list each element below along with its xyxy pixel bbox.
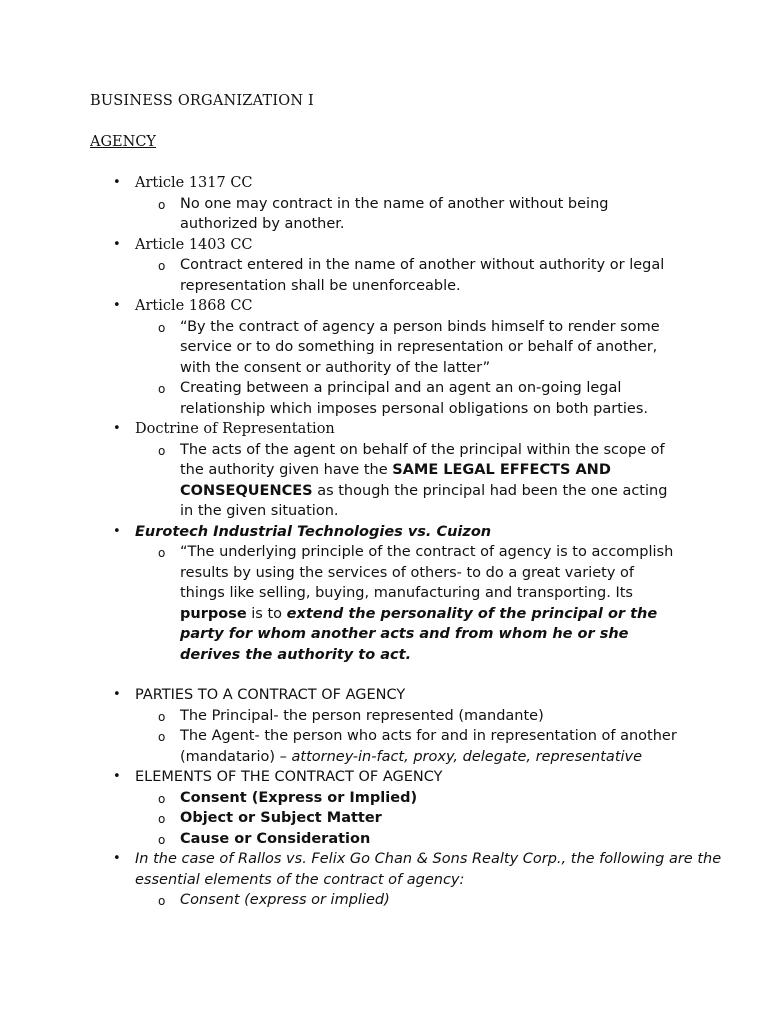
sub-list-item	[0, 255, 768, 296]
sub-bullet-icon: o	[158, 382, 166, 396]
outline-list	[0, 173, 768, 911]
sub-bullet-icon: o	[158, 546, 166, 560]
sub-bullet-icon: o	[158, 443, 166, 458]
sub-bullet-icon: o	[158, 320, 166, 335]
bullet-icon: •	[113, 851, 121, 866]
sub-list-item-text: Object or Subject Matter	[180, 810, 382, 826]
list-item-label: Article 1317 CC	[135, 175, 253, 191]
sub-bullet-icon: o	[158, 812, 166, 826]
list-item	[0, 173, 768, 194]
bullet-icon: •	[113, 298, 121, 313]
sub-bullet-icon: o	[158, 197, 166, 212]
list-item	[0, 522, 768, 543]
sub-list-item	[0, 194, 768, 235]
sub-list-item	[0, 890, 768, 911]
spacer	[0, 665, 768, 685]
sub-bullet-icon: o	[158, 832, 166, 847]
list-item-label: Article 1868 CC	[135, 298, 253, 314]
sub-list-item-text: Contract entered in the name of another without authority or legal representation shall be unenforceable.	[180, 257, 665, 294]
sub-list-item-text: Consent (express or implied)	[180, 892, 390, 908]
bullet-icon: •	[113, 421, 121, 436]
document-title: BUSINESS ORGANIZATION I	[90, 93, 314, 109]
list-item-label: ELEMENTS OF THE CONTRACT OF AGENCY	[135, 769, 443, 785]
sub-list-item	[0, 542, 768, 665]
sub-list-item	[0, 440, 768, 522]
list-item	[0, 419, 768, 440]
sub-list-item	[0, 317, 768, 379]
sub-list-item-text: Creating between a principal and an agent an on-going legal relationship which imposes personal obligations on both parties.	[180, 380, 649, 417]
sub-list-item	[0, 726, 768, 767]
list-item-label: In the case of Rallos vs. Felix Go Chan & Sons Realty Corp., the following are the essential elements of the contract of agency:	[135, 851, 722, 888]
sub-bullet-icon: o	[158, 791, 166, 806]
sub-text-emphasis: extend the personality of the principal or the party for whom another acts and from whom he or she derives the authority to act.	[180, 605, 658, 663]
sub-text-emphasis: SAME LEGAL EFFECTS AND CONSEQUENCES	[180, 462, 611, 499]
list-item-label: Doctrine of Representation	[135, 421, 335, 437]
sub-list-item-text: Consent (Express or Implied)	[180, 789, 418, 806]
sub-bullet-icon: o	[158, 709, 166, 724]
sub-text-part: The Agent- the person who acts for and in representation of another (mandatario) –	[180, 728, 677, 765]
list-item	[0, 849, 768, 890]
sub-bullet-icon: o	[158, 730, 166, 744]
bullet-icon: •	[113, 523, 121, 539]
list-item	[0, 767, 768, 788]
list-item-label: Eurotech Industrial Technologies vs. Cuizon	[135, 523, 492, 540]
sub-list-item-text: Cause or Consideration	[180, 830, 371, 847]
sub-text-part: The acts of the agent on behalf of the principal within the scope of the authority given have the	[180, 441, 665, 478]
sub-text-part: is to	[246, 605, 287, 622]
list-item-label: PARTIES TO A CONTRACT OF AGENCY	[135, 687, 406, 703]
sub-text-emphasis: attorney-in-fact, proxy, delegate, representative	[291, 748, 643, 765]
bullet-icon: •	[113, 175, 121, 190]
section-heading: AGENCY	[90, 134, 156, 150]
sub-text-part: “The underlying principle of the contract of agency is to accomplish results by using the services of others- to do a great variety of things like selling, buying, manufacturing and transporting. Its	[180, 544, 674, 601]
sub-list-item	[0, 808, 768, 829]
list-item	[0, 235, 768, 256]
sub-list-item-text: The Principal- the person represented (mandante)	[180, 707, 544, 724]
sub-text-part: as though the principal had been the one acting in the given situation.	[180, 482, 668, 519]
sub-bullet-icon: o	[158, 259, 166, 273]
bullet-icon: •	[113, 769, 121, 784]
sub-text-emphasis: purpose	[180, 605, 247, 622]
sub-list-item-text: “By the contract of agency a person binds himself to render some service or to do something in representation or behalf of another, with the consent or authority of the latter”	[180, 318, 660, 376]
sub-list-item	[0, 829, 768, 850]
sub-list-item	[0, 706, 768, 727]
sub-bullet-icon: o	[158, 894, 166, 908]
list-item	[0, 296, 768, 317]
sub-list-item	[0, 378, 768, 419]
list-item	[0, 685, 768, 706]
list-item-label: Article 1403 CC	[135, 236, 253, 253]
bullet-icon: •	[113, 236, 121, 252]
bullet-icon: •	[113, 687, 121, 702]
sub-list-item-text: No one may contract in the name of another without being authorized by another.	[180, 195, 609, 232]
sub-list-item	[0, 788, 768, 809]
